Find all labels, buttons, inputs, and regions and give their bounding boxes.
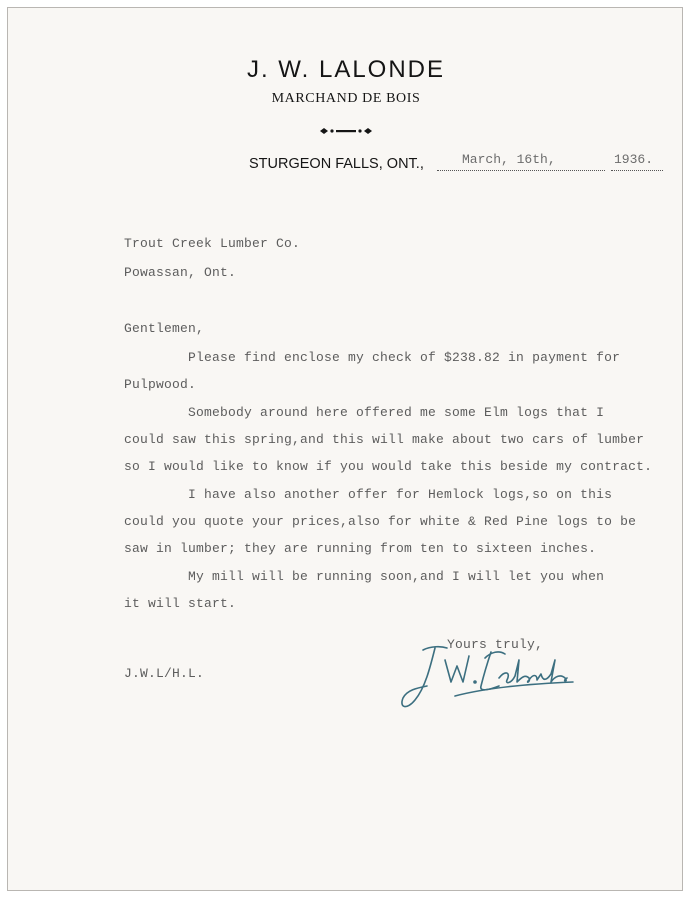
letterhead-place: STURGEON FALLS, ONT., bbox=[249, 156, 424, 172]
body-line: it will start. bbox=[124, 596, 237, 611]
year-dotted-line bbox=[611, 170, 663, 171]
body-line: Please find enclose my check of $238.82 in payment for bbox=[124, 350, 621, 365]
closing: Yours truly, bbox=[447, 637, 544, 652]
handwritten-signature bbox=[395, 638, 580, 718]
body-line: could you quote your prices,also for white & Red Pine logs to be bbox=[124, 514, 637, 529]
body-line: I have also another offer for Hemlock logs,so on this bbox=[124, 487, 613, 502]
typist-initials: J.W.L/H.L. bbox=[124, 666, 205, 681]
letterhead-subtitle: MARCHAND DE BOIS bbox=[271, 91, 421, 106]
body-line: My mill will be running soon,and I will let you when bbox=[124, 569, 605, 584]
recipient-address: Powassan, Ont. bbox=[124, 265, 237, 280]
letter-paper bbox=[7, 7, 683, 891]
body-line: Pulpwood. bbox=[124, 377, 197, 392]
date-year: 1936. bbox=[614, 152, 654, 167]
date-month-day: March, 16th, bbox=[462, 152, 556, 167]
recipient-company: Trout Creek Lumber Co. bbox=[124, 236, 301, 251]
date-dotted-line bbox=[437, 170, 605, 171]
body-line: saw in lumber; they are running from ten to sixteen inches. bbox=[124, 541, 597, 556]
salutation: Gentlemen, bbox=[124, 321, 205, 336]
body-line: could saw this spring,and this will make about two cars of lumber bbox=[124, 432, 645, 447]
letterhead-name: J. W. LALONDE bbox=[246, 56, 446, 83]
body-line: so I would like to know if you would take this beside my contract. bbox=[124, 459, 653, 474]
ornament-divider bbox=[318, 125, 374, 137]
body-line: Somebody around here offered me some Elm logs that I bbox=[124, 405, 605, 420]
